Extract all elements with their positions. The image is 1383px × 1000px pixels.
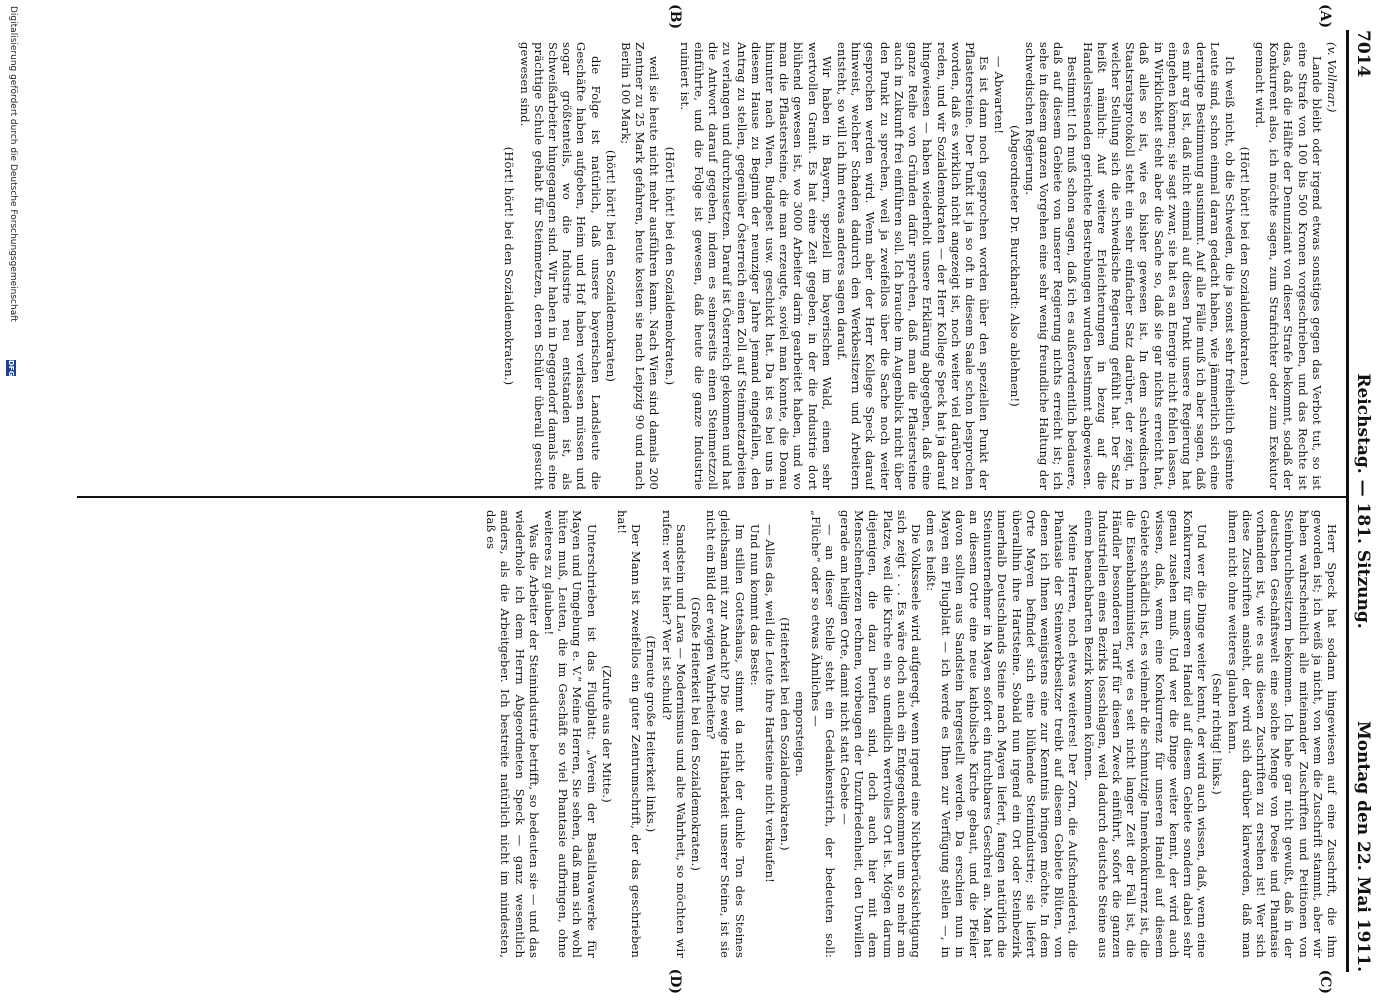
margin-marker-d: (D) xyxy=(667,968,683,994)
paragraph: — Alles das, weil die Leute ihre Hartsteine nicht verkaufen! xyxy=(763,524,778,883)
paragraph: Meine Herren, noch etwas weiteres! Der Zorn, die Aufschneiderei, die Phantasie der Steinwerkbesitzer treibt auf diesem Gebiete Blüten, von denen ich Ihnen wenigstens eine zur Kenntnis bringen möchte. In dem Orte Mayen befindet sich eine blühende Steinindustrie; sie liefert überallhin ihre Hartsteine. Sobald nun irgend ein Ort oder Steinbezirk innerhalb Deutschlands Steine nach Mayen liefert, fangen natürlich die Steinunternehmer in Mayen sofort ein furchtbares Geschrei an. Man hat an diesem Orte eine neue katholische Kirche gebaut, und die Pfeiler davon sollten aus Sandstein hergestellt werden. Da erschien nun in Mayen ein Flugblatt — ich werde es Ihnen zur Verfügung stellen —, in dem es heißt: xyxy=(924,510,1081,958)
margin-marker-c: (C) xyxy=(1317,969,1333,994)
interjection: (Erneute große Heiterkeit links.) xyxy=(644,635,659,833)
interjection: (Abgeordneter Dr. Burckhardt: Also ablehnen!) xyxy=(1007,125,1022,407)
paragraph: Unterschrieben ist das Flugblatt: „Verein der Basaltlavawerke für Mayen und Umgebung e. V.“ Meine Herren, Sie sehen, daß man sich wohl hüten muß, Leuten, die im Geschäft so viel Phantasie aufbringen, ohne weiteres zu glauben! xyxy=(542,510,599,958)
interjection: (Hört! hört! bei den Sozialdemokraten.) xyxy=(662,146,677,386)
left-column xyxy=(77,42,1339,490)
paragraph: Es ist dann noch gesprochen worden über den speziellen Punkt der Pflastersteine. Der Punkt ist ja so oft in diesem Saale schon besprochen worden, daß es wirklich nicht angezeigt ist, noch weiter viel darüber zu reden, und wir Sozialdemokraten — der Herr Kollege Speck hat ja darauf hingewiesen — haben wiederholt unsere Erklärung abgegeben, daß eine ganze Reihe von Gründen dafür sprechen, daß man die Pflastersteine auch in Zukunft frei einführen soll. Ich brauche im Augenblick nicht über den Punkt zu sprechen, weil ja zweifellos über die Sache noch weiter gesprochen werden wird. Wenn aber der Herr Kollege Speck darauf hinweist, welcher Schaden dadurch den Werkbesitzern und Arbeitern entsteht, so will ich ihm etwas anderes sagen darauf. xyxy=(835,42,992,490)
paragraph: Wir haben in Bayern, speziell im bayerischen Wald, einen sehr wertvollen Granit. Es hat eine Zeit gegeben, in der die Industrie dort blühend gewesen ist, wo 3000 Arbeiter darin gearbeitet haben, und wo man die Pflastersteine, die man erzeugte, soviel man konnte, die Donau hinunter nach Wien, Budapest usw. geschickt hat. Da ist es bei uns in diesem Hause zu Beginn der neunziger Jahre jemand eingefallen, den Antrag zu stellen, gegenüber Österreich einen Zoll auf Steinmetzarbeiten zu verlangen und durchzusetzen. Darauf ist Österreich gekommen und hat die Antwort darauf gegeben, indem es seinerseits einen Steinmetzzoll einführte, und die Folge ist gewesen, daß heute die ganze Industrie ruiniert ist. xyxy=(677,42,834,490)
page-title: Reichstag. — 181. Sitzung. xyxy=(1353,373,1373,629)
interjection: (Große Heiterkeit bei den Sozialdemokraten.) xyxy=(689,596,704,872)
paragraph: Und nun kommt das Beste: xyxy=(747,524,762,686)
paragraph: Herr Speck hat sodann hingewiesen auf eine Zuschrift, die ihm geworden ist; ich weiß ja nicht, von wem die Zuschrift stammt, aber wir haben wahrscheinlich alle miteinander Zuschriften und Petitionen von Steinbruchbesitzern bekommen. Ich habe gar nicht gewußt, daß in der deutschen Geschäftswelt eine solche Menge von Poesie und Phantasie vorhanden ist, wie es aus diesen Zuschriften zu ersehen ist! Wer sich diese Zuschriften ansieht, der wird sich darüber klarwerden, daß man ihnen nicht ohne weiteres glauben kann. xyxy=(1225,510,1339,958)
right-column xyxy=(77,510,1339,958)
credit-text: Digitalisierung gefördert durch die Deutsche Forschungsgemeinschaft xyxy=(8,6,18,322)
page-header xyxy=(1347,30,1377,972)
paragraph: Lande bleibt oder irgend etwas sonstiges gegen das Verbot tut, so ist eine Strafe von 100 bis 500 Kronen vorgeschrieben, und das Rechte ist das, daß die Hälfte der Denunziant von dieser Strafe bekommt, sodaß der Konkurrent also, ich möchte sagen, zum Strafrichter oder zum Exekutor gemacht wird. xyxy=(1252,42,1324,490)
paragraph: Sandstein und Lava — Modernismus und alte Wahrheit, so möchten wir rufen: wer ist hier? Wer ist schuld? xyxy=(659,510,688,958)
column-divider xyxy=(77,496,1347,498)
interjection: (Hört! hört! bei den Sozialdemokraten.) xyxy=(502,146,517,386)
dfg-logo: DFG xyxy=(7,360,15,377)
header-rule xyxy=(1346,30,1349,972)
interjection: (Hört! hört! bei den Sozialdemokraten.) xyxy=(1237,146,1252,386)
paragraph: — Abwarten! xyxy=(992,56,1007,135)
paragraph: die Folge ist natürlich, daß unsere bayerischen Landsleute die Geschäfte haben aufgeben, Heim und Hof haben verlassen müssen und sogar größtenteils, wo die Industrie neu entstanden ist, als Schweißarbeiter hingegangen sind. Wir haben in Deggendorf damals eine prächtige Schule gehabt für Steinmetzen, deren Schüler überall gesucht gewesen sind. xyxy=(517,42,603,490)
paragraph: Die Volksseele wird aufgeregt, wenn irgend eine Nichtberücksichtigung sich zeigt . . . Es wäre doch auch ein Entgegenkommen um so mehr am Platze, weil die Kirche ein so unendlich wertvolles Ort ist. Mögen darum diejenigen, die dazu berufen sind, doch auch hier mit dem Menschenherzen rechnen, vorbeugen der Unzufriedenheit, den Unwillen gerade am heiligen Orte, damit nicht statt Gebete — xyxy=(838,510,924,958)
paragraph: Bestimmt! Ich muß schon sagen, daß ich es außerordentlich bedauere, daß auf diesem Gebiete von unserer Regierung nichts erreicht ist; ich sehe in diesem ganzen Vorgehen eine sehr wenig freundliche Haltung der schwedischen Regierung. xyxy=(1022,42,1080,490)
margin-marker-b: (B) xyxy=(667,4,683,30)
page-number: 7014 xyxy=(1353,30,1373,78)
paragraph: Der Mann ist zweifellos ein guter Zentrumschrift, der das geschrieben hat! xyxy=(615,510,644,958)
interjection: (Heiterkeit bei den Sozialdemokraten.) xyxy=(778,617,793,851)
speaker-name: (v. Vollmar.) xyxy=(1325,42,1339,113)
interjection: (hört! hört! bei den Sozialdemokraten) xyxy=(603,149,618,383)
paragraph: Im stillen Gotteshaus, stimmt da nicht der dunkle Ton des Steines gleichsam mit zur Andacht? Die ewige Haltbarkeit unserer Steine, ist sie nicht ein Bild der ewigen Wahrheiten? xyxy=(704,510,747,958)
interjection: emporsteigen. xyxy=(793,691,808,777)
interjection: (Zurufe aus der Mitte.) xyxy=(599,665,614,803)
margin-marker-a: (A) xyxy=(1317,4,1333,29)
interjection: (Sehr richtig! links.) xyxy=(1210,673,1225,795)
paragraph: Und wer die Dinge weiter kennt, der wird auch wissen, daß, wenn eine Konkurrenz für unseren Handel auf diesem Gebiete sondern dabei sehr genau zusehen muß. Und wer die Dinge weiter kennt, der wird auch wissen, daß, wenn eine Konkurrenz für unseren Handel auf diesem Gebiete schädlich ist, es vielmehr die schmutzige Innenkonkurrenz ist, die die Eisenbahnminister, wie es seit nicht langer Zeit der Fall ist, die Händler besonderen Tarif für diesen Zweck einführt, sofort die ganzen Industriellen eines Bezirks losschlagen, weil dadurch deutsche Steine aus einem benachbarten Bezirk kommen können. xyxy=(1081,510,1210,958)
paragraph: — an dieser Stelle steht ein Gedankenstrich, der bedeuten soll: „Flüche“ oder so etwas Ähnliches — xyxy=(808,510,837,958)
page-date: Montag den 22. Mai 1911. xyxy=(1353,720,1373,972)
paragraph: Ich weiß nicht, ob die Schweden, die ja sonst sehr freiheitlich gesinnte Leute sind, schon einmal daran gedacht haben, wie jämmerlich sich eine derartige Bestimmung ausnimmt. Auf alle Fälle muß ich aber sagen, daß es mir arg ist, daß nicht einmal auf diesen Punkt unsere Regierung hat eingehen können; sie sagt zwar, sie hat es an Energie nicht fehlen lassen, in Wirklichkeit steht aber die Sache so, daß sie gar nichts erreicht hat, daß alles so ist, wie es bisher gewesen ist. In dem schwedischen Staatsratsprotokoll steht ein sehr einfacher Satz darüber, der zeigt, in welcher Stellung sich die schwedische Regierung gefühlt hat. Der Satz heißt nämlich: Auf weitere Erleichterungen in bezug auf die Handelsreisenden gerichtete Bestrebungen wurden bestimmt abgewiesen. xyxy=(1080,42,1237,490)
paragraph: Was die Arbeiter der Steinindustrie betrifft, so bedeuten sie — und das wiederhole ich dem Herrn Abgeordneten Speck — ganz wesentlich anders, als die Arbeitgeber. Ich bestreite natürlich nicht im mindesten, daß es xyxy=(484,510,541,958)
paragraph: weil sie heute nicht mehr ausführen kann. Nach Wien sind damals 200 Zentner zu 25 Mark gefahren, heute kosten sie nach Leipzig 90 und nach Berlin 100 Mark; xyxy=(619,42,662,490)
